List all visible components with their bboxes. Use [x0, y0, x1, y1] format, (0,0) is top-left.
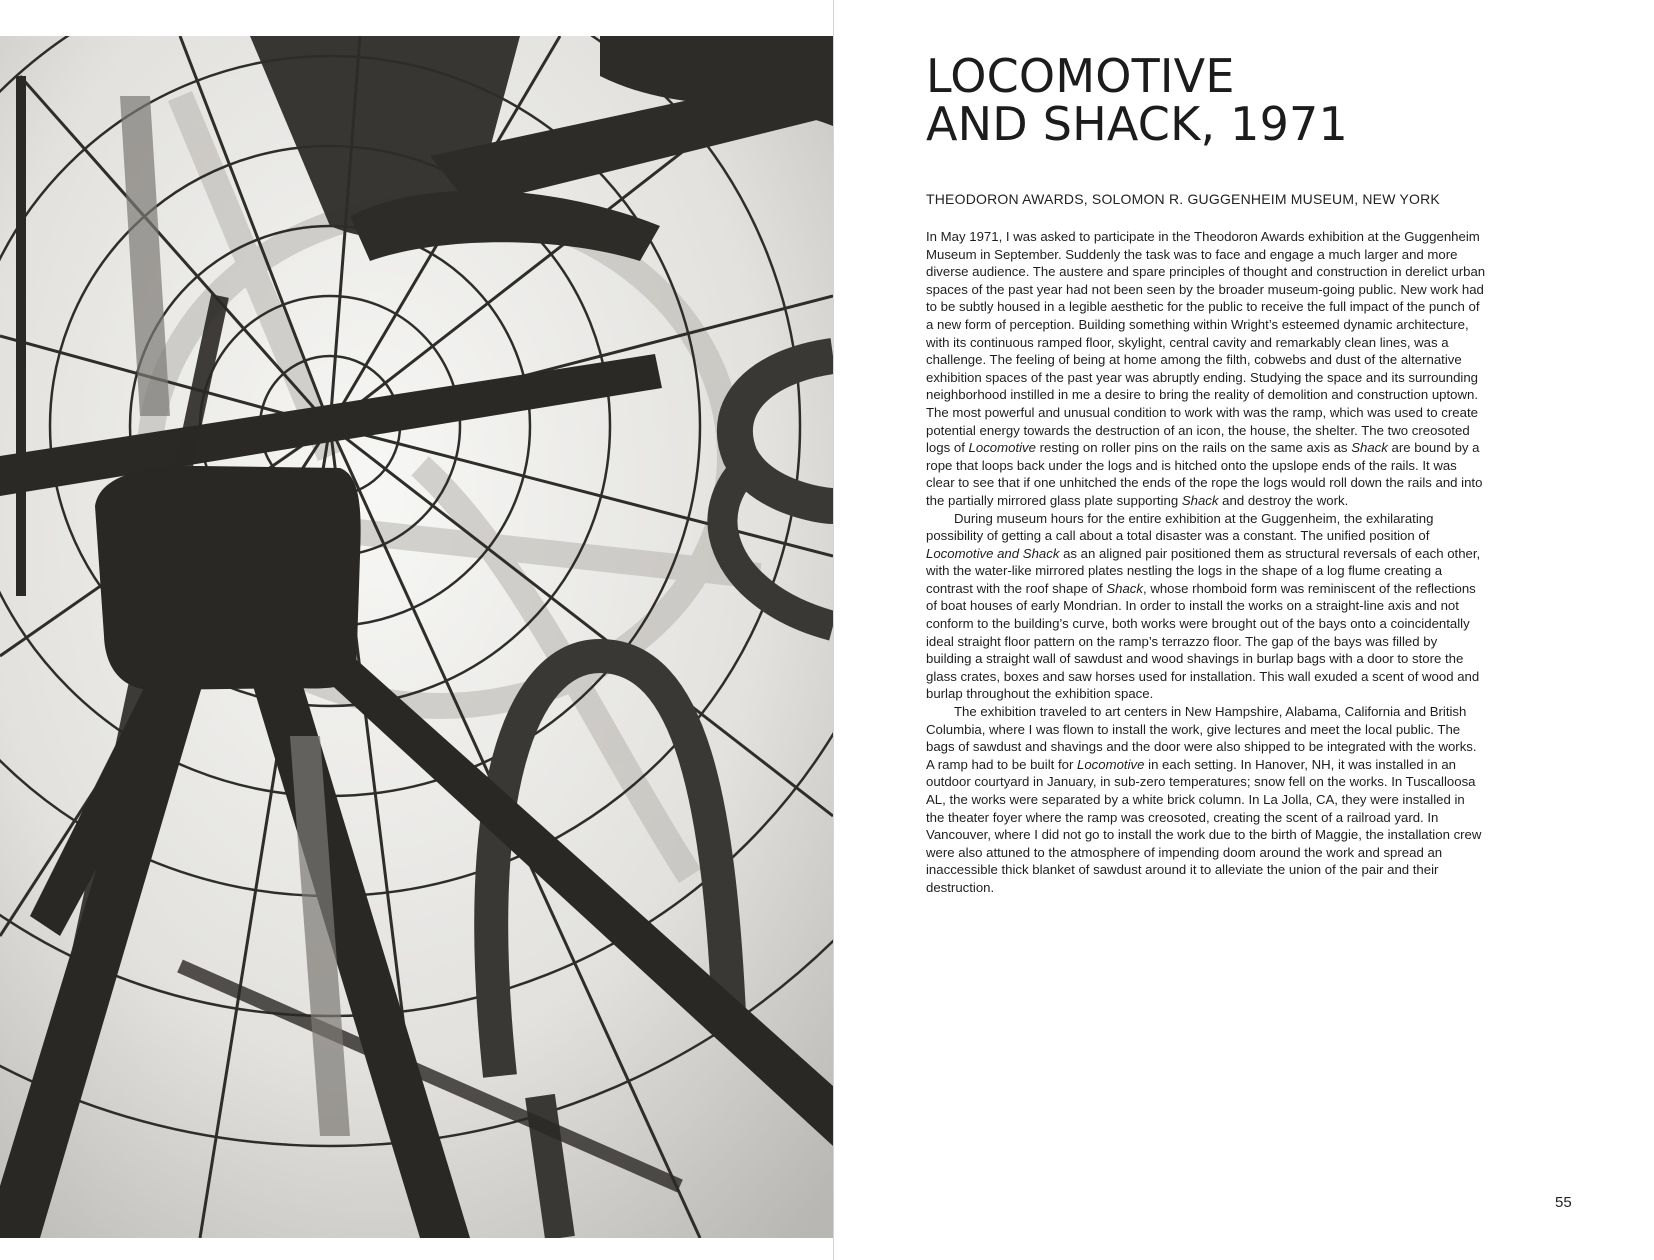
body-paragraph: [926, 703, 1486, 897]
page-number: 55: [1555, 1194, 1572, 1211]
text-run: in each setting. In Hanover, NH, it was installed in an outdoor courtyard in January, in sub-zero temperatures; snow fell on the works. In Tuscalloosa AL, the works were separated by a white brick column. In La Jolla, CA, they were installed in the theater foyer where the ramp was creosoted, creating the scent of a railroad yard. In Vancouver, where I did not go to install the work due to the birth of Maggie, the installation crew were also attuned to the atmosphere of impending doom around the work and spread an inaccessible thick blanket of sawdust around it to alleviate the union of the pair and their destruction.: [926, 756, 1482, 895]
skylight-photo: [0, 36, 833, 1238]
text-run: The exhibition traveled to art centers in New Hampshire, Alabama, California and British Columbia, where I was flown to install the work, give lectures and meet the local public. The bags of sawdust and shavings and the door were also shipped to be integrated with the works. A ramp had to be built for: [926, 704, 1477, 772]
italic-title-run: Shack: [1106, 580, 1143, 596]
body-text: [926, 228, 1486, 897]
italic-title-run: Shack: [1181, 492, 1219, 508]
skylight-photo-graphic: [0, 36, 833, 1238]
italic-title-run: Locomotive: [1077, 756, 1145, 772]
text-run: are bound by a rope that loops back under the logs and is hitched onto the upslope ends of the rails. It was clear to see that if one unhitched the ends of the rope the logs would roll down the rails and into the partially mirrored glass plate supporting: [926, 440, 1483, 508]
text-run: and destroy the work.: [1218, 492, 1349, 508]
text-run: In May 1971, I was asked to participate in the Theodoron Awards exhibition at the Guggenheim Museum in September. Suddenly the task was to face and engage a much larger and more diverse audience. The austere and spare principles of thought and construction in derelict urban spaces of the past year had not been seen by the broader museum-going public. New work had to be subtly housed in a legible aesthetic for the public to receive the full impact of the punch of a new form of perception. Building something within Wright’s esteemed dynamic architecture, with its continuous ramped floor, skylight, central cavity and remarkably clean lines, was a challenge. The feeling of being at home among the filth, cobwebs and dust of the alternative exhibition spaces of the past year was abruptly ending. Studying the space and its surrounding neighborhood instilled in me a desire to bring the reality of demolition and construction uptown. The most powerful and unusual condition to work with was the ramp, which was used to create potential energy towards the destruction of an icon, the house, the shelter. The two creosoted logs of: [926, 229, 1486, 456]
venue-subtitle: THEODORON AWARDS, SOLOMON R. GUGGENHEIM MUSEUM, NEW YORK: [926, 191, 1440, 207]
text-run: During museum hours for the entire exhibition at the Guggenheim, the exhilarating possibility of getting a call about a total disaster was a constant. The unified position of: [926, 510, 1434, 544]
text-run: resting on roller pins on the rails on the same axis as: [1035, 440, 1352, 456]
title-line-1: LOCOMOTIVE: [926, 49, 1235, 103]
title-line-2: AND SHACK, 1971: [926, 97, 1348, 151]
body-paragraph: [926, 510, 1486, 704]
text-run: , whose rhomboid form was reminiscent of the reflections of boat houses of early Mondrian. In order to install the works on a straight-line axis and not conform to the building’s curve, both works were brought out of the bays onto a coincidentally ideal straight floor pattern on the ramp’s terrazzo floor. The gap of the bays was filled by building a straight wall of sawdust and wood shavings in burlap bags with a door to store the glass crates, boxes and saw horses used for installation. This wall exuded a scent of wood and burlap throughout the exhibition space.: [926, 580, 1480, 702]
italic-title-run: Locomotive and Shack: [926, 545, 1060, 561]
article-title: [926, 49, 1566, 151]
text-run: as an aligned pair positioned them as structural reversals of each other, with the water-like mirrored plates nestling the logs in the shape of a log flume creating a contrast with the roof shape of: [926, 545, 1481, 596]
italic-title-run: Shack: [1351, 440, 1388, 456]
italic-title-run: Locomotive: [968, 440, 1036, 456]
body-paragraph: [926, 228, 1486, 510]
page-gutter: [833, 0, 834, 1260]
